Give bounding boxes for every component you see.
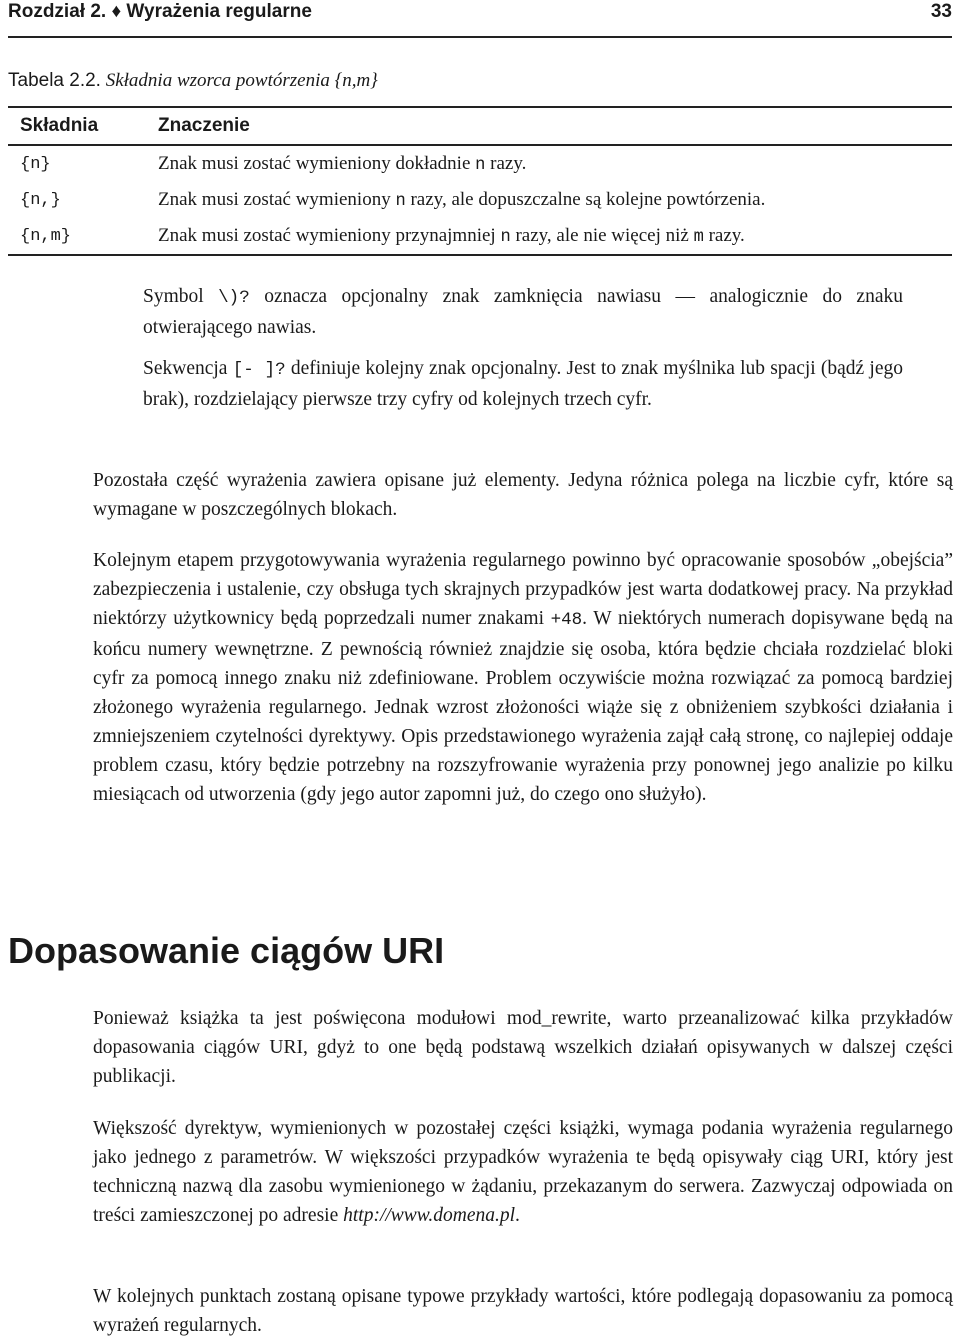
page-number: 33 bbox=[930, 1, 952, 22]
inline-code: m bbox=[693, 228, 704, 247]
inline-code: n bbox=[395, 192, 406, 211]
chapter-title: Rozdział 2. ♦ Wyrażenia regularne bbox=[8, 1, 312, 22]
body-paragraph: Ponieważ książka ta jest poświęcona modułowi mod_rewrite, warto przeanalizować kilka przykładów dopasowania ciągów URI, gdyż to one będą podstawą wszelkich działań opisywanych w dalszej części publikacji. bbox=[93, 1008, 953, 1087]
syntax-cell: {n,m} bbox=[20, 226, 72, 246]
body-paragraph: W kolejnych punktach zostaną opisane typowe przykłady wartości, które podlegają dopasowaniu za pomocą wyrażeń regularnych. bbox=[93, 1286, 953, 1336]
inline-code: [- ]? bbox=[232, 360, 286, 380]
meaning-cell: Znak musi zostać wymieniony przynajmniej n razy, ale nie więcej niż m razy. bbox=[158, 225, 745, 247]
inline-code: +48 bbox=[550, 610, 583, 630]
syntax-cell: {n,} bbox=[20, 190, 61, 210]
inline-code: n bbox=[475, 156, 486, 175]
inline-code: n bbox=[500, 228, 511, 247]
table-row bbox=[8, 218, 952, 255]
running-header bbox=[8, 0, 952, 38]
body-paragraph: Większość dyrektyw, wymienionych w pozostałej części książki, wymaga podania wyrażenia regularnego jako jednego z parametrów. W większości przypadków wyrażenia te będą opisywały ciąg URI, który jest techniczną nazwą dla zasobu wymienionego w żądaniu, przekazanym do serwera. Zazwyczaj odpowiada on treści zamieszczonej po adresie http://www.domena.pl. bbox=[93, 1118, 953, 1226]
table-caption-text: Składnia wzorca powtórzenia {n,m} bbox=[105, 70, 378, 91]
table-header-row bbox=[8, 107, 952, 145]
syntax-table bbox=[8, 106, 952, 256]
column-header-meaning: Znaczenie bbox=[158, 115, 250, 136]
body-paragraph: Kolejnym etapem przygotowywania wyrażenia regularnego powinno być opracowanie sposobów „obejścia” zabezpieczenia i ustalenie, czy obsługa tych skrajnych przypadków jest warta dodatkowej pracy. Na przykład niektórzy użytkownicy będą poprzedzali numer znakami +48. W niektórych numerach dopisywane będą na końcu numery wewnętrzne. Z pewnością również znajdzie się osoba, która będzie chciała rozdzielać bloki cyfr za pomocą innego znaku niż zdefiniowane. Problem oczywiście można rozwiązać za pomocą bardziej złożonego wyrażenia regularnego. Jednak wzrost złożoności wiąże się z obniżeniem szybkości działania i zmniejszeniem czytelności dyrektywy. Opis przedstawionego wyrażenia zajął całą stronę, co najlepiej oddaje problem czasu, który będzie potrzebny na rozszyfrowanie wyrażenia przy ponownej jego analizie po kilku miesiącach od utworzenia (gdy jego autor zapomni już, do czego ono służyło). bbox=[93, 550, 953, 805]
section-heading: Dopasowanie ciągów URI bbox=[8, 930, 445, 971]
inline-code: \)? bbox=[218, 288, 250, 308]
table-caption bbox=[8, 70, 378, 92]
table-row bbox=[8, 145, 952, 182]
table-caption-label: Tabela 2.2. bbox=[8, 70, 101, 91]
explanation-item: Symbol \)? oznacza opcjonalny znak zamknięcia nawiasu — analogicznie do znaku otwierającego nawias. bbox=[143, 286, 903, 338]
explanation-item: Sekwencja [- ]? definiuje kolejny znak opcjonalny. Jest to znak myślnika lub spacji (bądź jego brak), rozdzielający pierwsze trzy cyfry od kolejnych trzech cyfr. bbox=[143, 358, 903, 410]
body-paragraph: Pozostała część wyrażenia zawiera opisane już elementy. Jedyna różnica polega na liczbie cyfr, które są wymagane w poszczególnych blokach. bbox=[93, 470, 953, 520]
table-row bbox=[8, 182, 952, 218]
syntax-cell: {n} bbox=[20, 154, 51, 174]
meaning-cell: Znak musi zostać wymieniony n razy, ale dopuszczalne są kolejne powtórzenia. bbox=[158, 189, 766, 211]
meaning-cell: Znak musi zostać wymieniony dokładnie n razy. bbox=[158, 153, 527, 175]
url-text: http://www.domena.pl bbox=[343, 1205, 516, 1226]
column-header-syntax: Składnia bbox=[20, 115, 99, 136]
